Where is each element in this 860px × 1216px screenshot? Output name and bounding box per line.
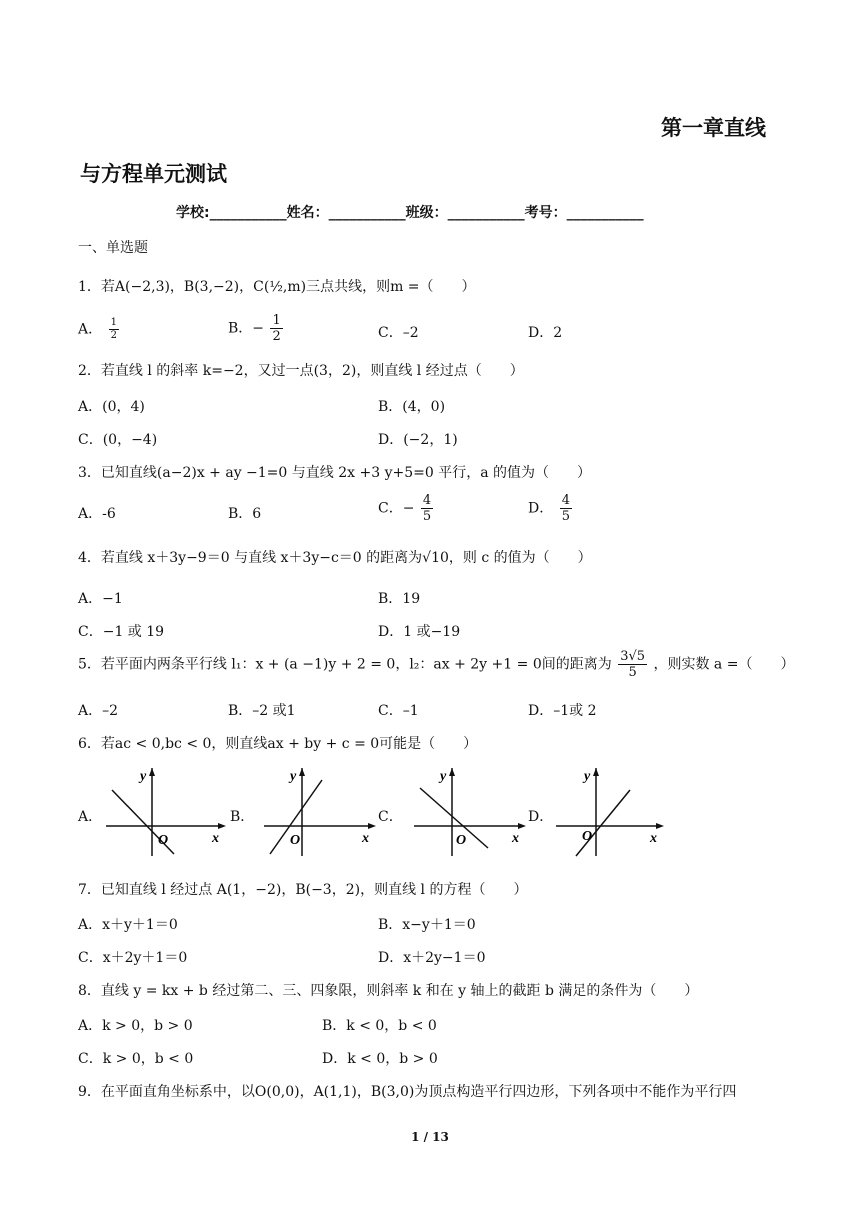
- q6d-origin-label: O: [582, 829, 593, 844]
- q1-a-denominator: 2: [110, 330, 117, 341]
- question-6-stem: 6．若ac < 0,bc < 0，则直线ax + by + c = 0可能是（ ）: [78, 736, 478, 752]
- question-5-stem: [78, 650, 794, 679]
- q6c-y-label: y: [440, 769, 447, 784]
- q3-c-denominator: 5: [422, 509, 432, 524]
- q3-option-b: B．6: [228, 506, 262, 522]
- q6a-x-label: x: [212, 831, 219, 846]
- q8-option-a: A．k > 0，b > 0: [78, 1018, 193, 1034]
- q1-a-numerator: 1: [110, 317, 117, 328]
- q3-c-numerator: 4: [422, 493, 432, 508]
- q7-option-d: D．x＋2y−1＝0: [378, 950, 486, 966]
- q6-option-b: B．: [230, 809, 255, 825]
- q5-stem-part-b: ，则实数 a =（ ）: [653, 656, 795, 673]
- q6d-x-label: x: [650, 831, 657, 846]
- q2-option-a: A．(0，4): [78, 399, 145, 415]
- question-9-stem: 9．在平面直角坐标系中，以O(0,0)，A(1,1)，B(3,0)为顶点构造平行四边形，下列各项中不能作为平行四: [78, 1084, 737, 1100]
- q5-option-b: B．–2 或1: [228, 703, 296, 719]
- q5-distance-fraction: [618, 650, 647, 679]
- q3-option-d: [528, 494, 574, 523]
- q6d-y-label: y: [584, 769, 591, 784]
- q1-option-a: [78, 318, 121, 341]
- q1-b-denominator: 2: [272, 329, 281, 344]
- q5-option-a: A．–2: [78, 703, 119, 719]
- q5-option-c: C．–1: [378, 703, 419, 719]
- q8-option-d: D．k < 0，b > 0: [322, 1051, 438, 1067]
- q6a-origin-label: O: [158, 833, 169, 848]
- page-number: 1 / 13: [411, 1130, 449, 1144]
- q6b-y-label: y: [290, 769, 297, 784]
- q3-option-c-label: C．−: [378, 500, 415, 517]
- q1-option-b-label: B．−: [228, 320, 265, 337]
- q7-option-b: B．x−y＋1＝0: [378, 917, 476, 933]
- q4-option-b: B．19: [378, 591, 421, 607]
- q1-option-b-fraction: [270, 314, 282, 343]
- q6-graph-a: [100, 766, 230, 860]
- q4-option-a: A．−1: [78, 591, 123, 607]
- q6c-x-label: x: [512, 831, 519, 846]
- q6a-y-label: y: [140, 769, 147, 784]
- question-4-stem: 4．若直线 x＋3y−9＝0 与直线 x＋3y−c＝0 的距离为√10，则 c 的值为（ ）: [78, 550, 592, 566]
- q1-option-b: [228, 314, 285, 343]
- page-title-line1: 第一章直线: [661, 116, 766, 140]
- question-7-stem: 7．已知直线 l 经过点 A(1，−2)，B(−3，2)，则直线 l 的方程（ ）: [78, 882, 528, 898]
- q5-stem-part-a: 5．若平面内两条平行线 l₁：x + (a −1)y + 2 = 0，l₂：ax + 2y +1 = 0间的距离为: [78, 656, 612, 673]
- q7-option-c: C．x＋2y＋1＝0: [78, 950, 188, 966]
- q6b-origin-label: O: [290, 833, 301, 848]
- question-3-stem: 3．已知直线(a−2)x + ay −1=0 与直线 2x +3 y+5=0 平行，a 的值为（ ）: [78, 465, 591, 481]
- question-2-stem: 2．若直线 l 的斜率 k=−2，又过一点(3，2)，则直线 l 经过点（ ）: [78, 363, 524, 379]
- q3-d-numerator: 4: [561, 493, 570, 508]
- page-title-line2: 与方程单元测试: [80, 162, 227, 186]
- q1-b-numerator: 1: [272, 313, 281, 328]
- q6-option-a: A．: [78, 809, 103, 825]
- q6-graph-b: [250, 766, 380, 860]
- question-8-stem: 8．直线 y = kx + b 经过第二、三、四象限，则斜率 k 和在 y 轴上的截距 b 满足的条件为（ ）: [78, 983, 699, 999]
- q6b-x-label: x: [362, 831, 369, 846]
- q6-option-c: C．: [378, 809, 403, 825]
- q7-option-a: A．x＋y＋1＝0: [78, 917, 178, 933]
- q8-option-c: C．k > 0，b < 0: [78, 1051, 194, 1067]
- q3-d-denominator: 5: [561, 509, 570, 524]
- q2-option-c: C．(0，−4): [78, 432, 158, 448]
- q8-option-b: B．k < 0，b < 0: [322, 1018, 437, 1034]
- q2-option-d: D．(−2，1): [378, 432, 458, 448]
- q5-option-d: D．–1或 2: [528, 703, 597, 719]
- q6-option-d: D．: [528, 809, 554, 825]
- q1-option-a-fraction: [109, 318, 119, 341]
- student-info-line: 学校:___________姓名：___________班级：___________考号：___________: [176, 205, 644, 221]
- section-heading: 一、单选题: [78, 240, 148, 256]
- q3-option-d-label: D．: [528, 500, 554, 517]
- q3-option-d-fraction: [560, 494, 572, 523]
- q3-option-a: A．-6: [78, 506, 116, 522]
- q2-option-b: B．(4，0): [378, 399, 446, 415]
- q1-option-a-label: A．: [78, 321, 103, 338]
- q5-numerator: 3√5: [620, 649, 646, 664]
- q1-option-d: D．2: [528, 325, 563, 341]
- q6-graph-c: [400, 766, 530, 860]
- q6c-origin-label: O: [456, 833, 467, 848]
- q1-option-c: C．–2: [378, 325, 419, 341]
- q6-graph-d: [550, 766, 680, 860]
- q3-option-c-fraction: [421, 494, 433, 523]
- q5-denominator: 5: [628, 665, 637, 680]
- q3-option-c: [378, 494, 435, 523]
- q4-option-d: D．1 或−19: [378, 624, 461, 640]
- q4-option-c: C．−1 或 19: [78, 624, 165, 640]
- question-1-stem: 1．若A(−2,3)，B(3,−2)，C(½,m)三点共线，则m =（ ）: [78, 279, 476, 295]
